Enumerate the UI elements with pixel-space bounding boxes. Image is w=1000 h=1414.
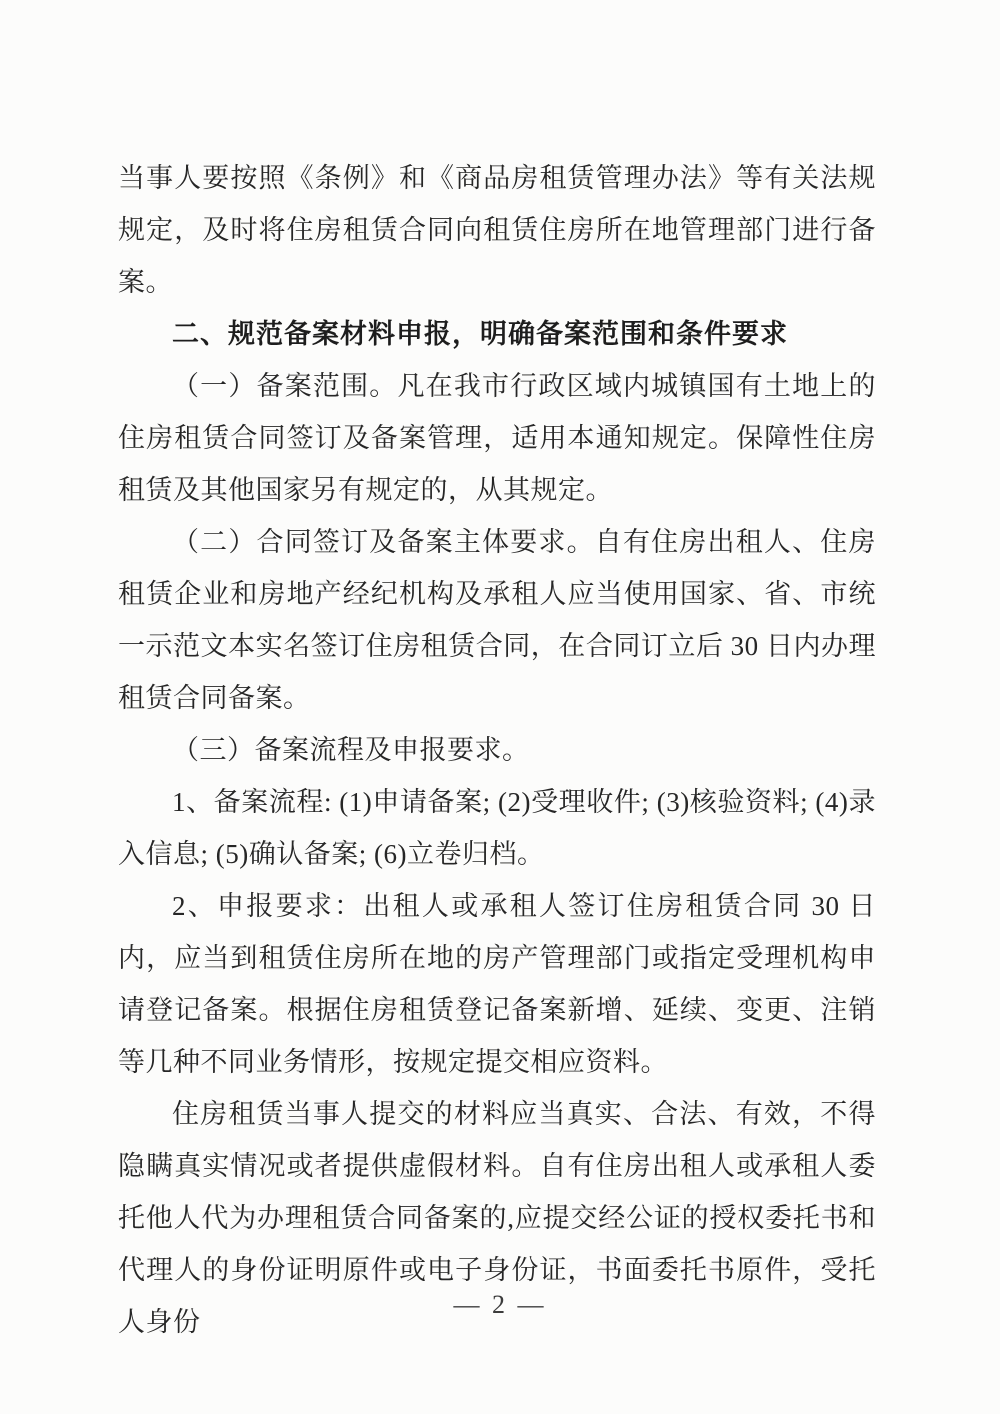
paragraph-contract-signing: （二）合同签订及备案主体要求。自有住房出租人、住房租赁企业和房地产经纪机构及承租人应当使用国家、省、市统一示范文本实名签订住房租赁合同，在合同订立后 30 日内办理租赁合同备案。	[118, 527, 876, 713]
paragraph-material-authenticity: 住房租赁当事人提交的材料应当真实、合法、有效，不得隐瞒真实情况或者提供虚假材料。自有住房出租人或承租人委托他人代为办理租赁合同备案的,应提交经公证的授权委托书和代理人的身份证明原件或电子身份证，书面委托书原件，受托人身份	[118, 1099, 876, 1337]
paragraph-application-requirements: 2、申报要求：出租人或承租人签订住房租赁合同 30 日内，应当到租赁住房所在地的房产管理部门或指定受理机构申请登记备案。根据住房租赁登记备案新增、延续、变更、注销等几种不同业务情形，按规定提交相应资料。	[118, 891, 876, 1077]
section-heading: 二、规范备案材料申报，明确备案范围和条件要求	[172, 319, 788, 349]
paragraph-continuation: 当事人要按照《条例》和《商品房租赁管理办法》等有关法规规定，及时将住房租赁合同向租赁住房所在地管理部门进行备案。	[118, 163, 876, 297]
page-number: — 2 —	[453, 1290, 547, 1319]
paragraph-filing-process-steps: 1、备案流程: (1)申请备案; (2)受理收件; (3)核验资料; (4)录入信息; (5)确认备案; (6)立卷归档。	[118, 787, 876, 869]
paragraph-filing-process-title: （三）备案流程及申报要求。	[172, 735, 530, 765]
paragraph-filing-scope: （一）备案范围。凡在我市行政区域内城镇国有土地上的住房租赁合同签订及备案管理，适用本通知规定。保障性住房租赁及其他国家另有规定的，从其规定。	[118, 371, 876, 505]
document-body	[118, 152, 876, 1348]
